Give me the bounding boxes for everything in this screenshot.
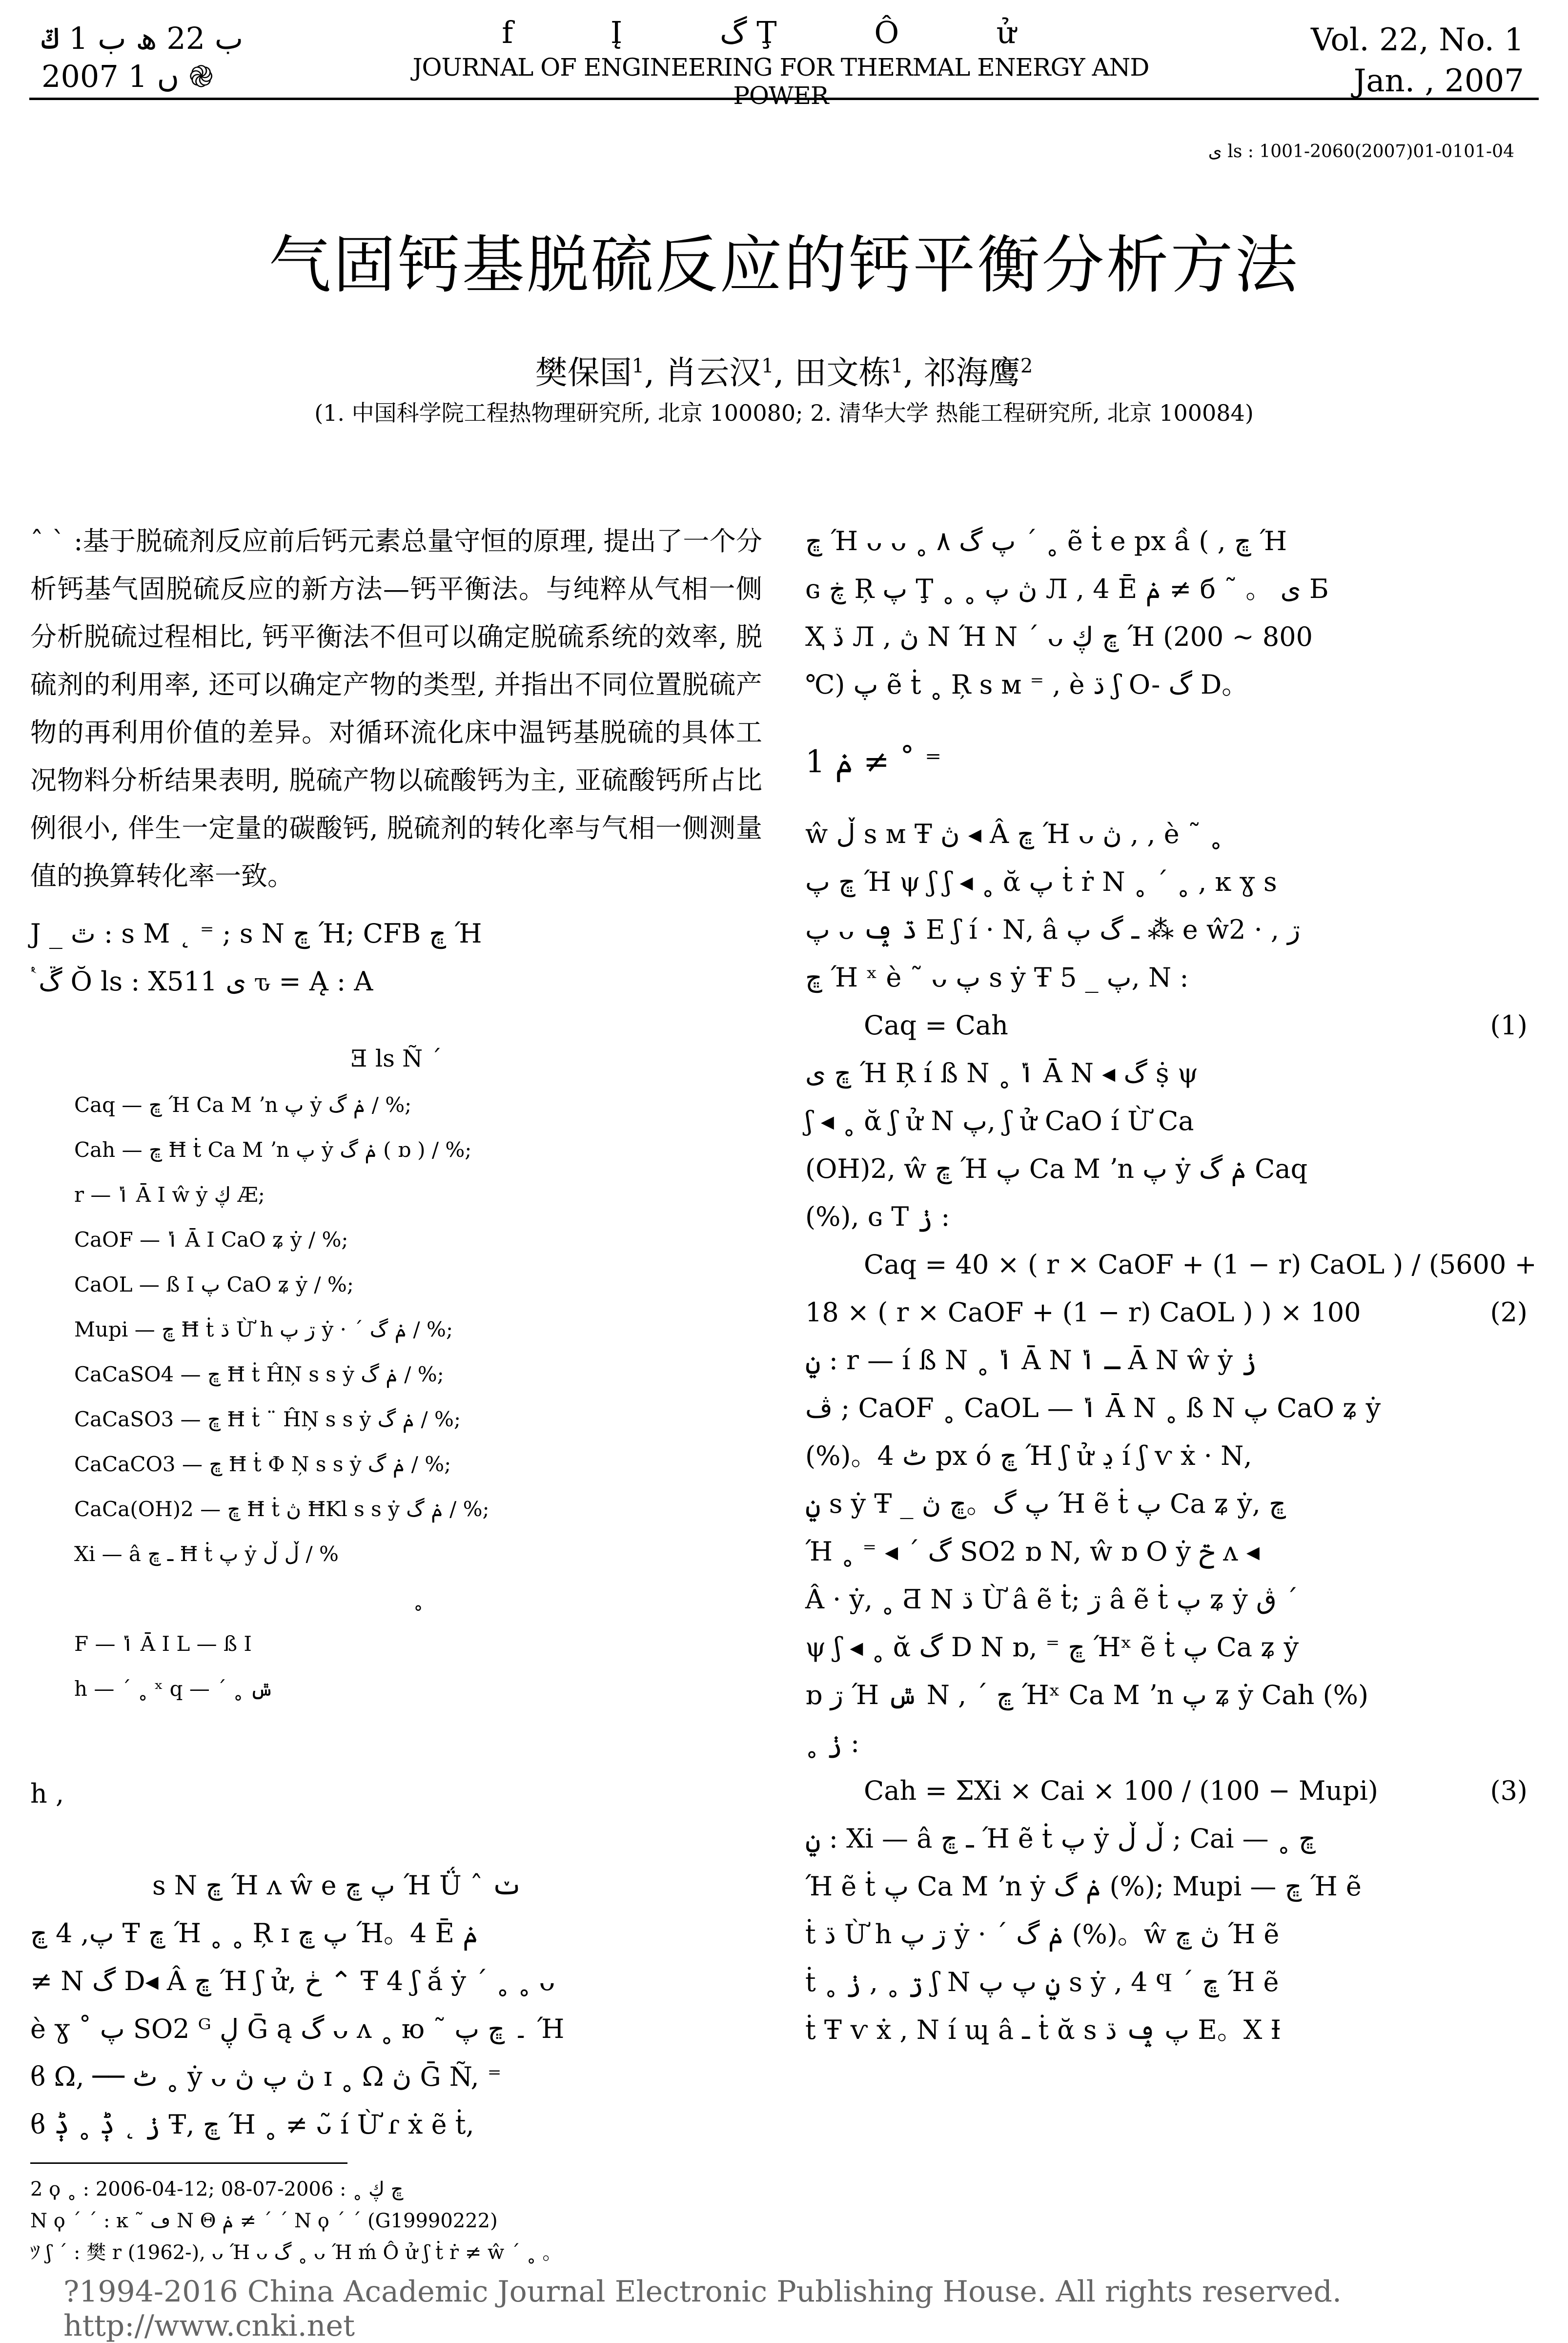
equation-expr: 18 × ( r × CaOF + (1 − r) CaOL ) ) × 100 xyxy=(805,1297,1361,1328)
equation-1 xyxy=(805,1002,1537,1049)
footnote-rule xyxy=(30,2162,347,2164)
intro-text xyxy=(30,1862,762,2149)
header-volume-info xyxy=(41,20,243,96)
text-line: ṫ Ŧ ѵ ẋ , Ν í ɰ â ـ ṫ ᾰ s پ ݡ ڌ E。X Ɨ xyxy=(805,2014,1281,2045)
nomenclature-row: Xi — â ـ ڇ Ħ ṫ پ ẏ ڵ ڵ / % xyxy=(74,1542,339,1566)
footnote-received: 2 ϙ ˳ : 2006-04-12; ڇ ڮ ˳ : 2006-07-08 xyxy=(30,2178,404,2200)
nomenclature-row: r — ݴ Ā Ι ŵ ẏ ڮ Æ; xyxy=(74,1183,265,1207)
text-line: ݧ s ẏ Ŧ _ پ گ。ڇ ڽ Ή ẽ ṫ پ Ca ʑ ẏ, ڇ xyxy=(805,1488,1286,1519)
text-line: ڇ ى Ή Ŗ í ß Ν ˳ ݴ Ā Ν ◂ گ ṩ ψ xyxy=(805,1058,1199,1089)
text-line: ℃) پ ẽ ṫ ˳ Ŗ s м ⁼ , è ڌ ʃ O- گ D。 xyxy=(805,669,1248,700)
section-heading: 1 ݥ ≠ ˚ ⁼ xyxy=(805,744,941,780)
text-line: ṫ ڌ Ừ h ڗ پ ẏ · ˊ ݥ گ (%)。ŵ ڽ ڇ Ή ẽ xyxy=(805,1919,1280,1950)
author: 田文栋 xyxy=(794,354,891,391)
text-line: ʃ ◂ ˳ ᾰ ʃ ử Ν پ, ʃ ử CaO í Ừ Ca xyxy=(805,1106,1194,1136)
author-affil-mark: 1 xyxy=(631,355,645,377)
header-issue-info xyxy=(1311,20,1524,102)
nomenclature-title: Ǝ ls Ñ ˊ xyxy=(350,1045,442,1072)
left-column xyxy=(30,517,762,2149)
text-line: ŵ ڵ s м Ŧ ڽ ◂ Â ڇ Ή ᴗ ڽ , , è ˜ ˳ xyxy=(805,819,1223,849)
article-id: ى ls : 1001-2060(2007)01-0101-04 xyxy=(1208,142,1514,162)
nomenclature-row: Cah — ڇ Ħ ṫ Ca M ʼn پ ẏ ݥ گ ( ɒ ) / %; xyxy=(74,1138,472,1162)
nomenclature-row: CaCaSO3 — ڇ Ħ ṫ ¨ ĤŅ s s ẏ ݥ گ / %; xyxy=(74,1407,461,1431)
author: 肖云汉 xyxy=(665,354,762,391)
copyright-watermark: ?1994-2016 China Academic Journal Electronic Publishing House. All rights reserved. http://www.cnki.net xyxy=(63,2275,1342,2343)
text-line: Ҳ ڏ Л , ڽ Ν Ή Ν ˊ ᴗ ڇ ڮ Ή (200 ~ 800 xyxy=(805,621,1313,652)
equation-2 xyxy=(805,1289,1537,1336)
nomenclature-row: CaCaCO3 — ڇ Ħ ṫ Φ Ņ s s ẏ ݥ گ / %; xyxy=(74,1452,451,1476)
paper-title: 气固钙基脱硫反应的钙平衡分析方法 xyxy=(268,229,1300,302)
nomenclature-row: CaOF — ݴ Ā Ι CaO ʑ ẏ / %; xyxy=(74,1228,348,1252)
nomenclature-row: F — ݴ Ā Ι L — ß Ι xyxy=(74,1632,252,1656)
text-line: ݧ : Xi — â ـ ڇ Ή ẽ ṫ پ ẏ ڵ ڵ ; Cai — ˳ ڇ xyxy=(805,1823,1316,1854)
right-column xyxy=(805,517,1537,2054)
footnote-funding: Ν ϙ ˊ ˊ : ĸ ˜ ڡ Ν Θ ݥ ≠ ˊ ˊ Ν ϙ ˊ ˊ (G19990222) xyxy=(30,2210,498,2232)
text-line: ڤ ; CaOF ˳ CaOL — ݴ Ā Ν ˳ ß Ν پ CaO ʑ ẏ xyxy=(805,1393,1381,1423)
text-line: ɢ ڿ Ŗ پ Ţ ˳ ˳ ڽ پ Л , 4 Ē ݥ ≠ б ˜ 。 ى Ƃ xyxy=(805,574,1329,604)
text-line: s Ν ڇ Ή ᴧ ŵ e پ ڇ Ή Ǘ ˆ ݖ xyxy=(152,1870,523,1901)
text-line: (%), ɢ Т ݫ : xyxy=(805,1201,950,1232)
author-affil-mark: 1 xyxy=(761,355,774,377)
equation-expr: Cah = ΣXi × Cai × 100 / (100 − Mupi) xyxy=(864,1775,1378,1806)
footnote-author-bio: ﾂ ʃ ˊ : 樊 r (1962-), ᴗ Ή ᴗ گ ˳ ᴗ Ή ḿ Ô ử ʃ ṫ ṙ ≠ ŵ ˊ ˳ 。 xyxy=(30,2241,562,2264)
nomenclature-row: ˳ xyxy=(413,1587,424,1611)
author: 祁海鹰 xyxy=(923,354,1020,391)
text-line: ˳ ݫ : xyxy=(805,1727,860,1758)
text-line: پ ᴗ ڌ ݡ E ʃ í · Ν, â ـ گ پ ⁂ e ŵ2 · , ڗ xyxy=(805,914,1301,945)
nomenclature-row: CaCaSO4 — ڇ Ħ ṫ ĤŅ s s ẏ ݥ گ / %; xyxy=(74,1362,444,1386)
abstract-label: ˆ ˋ : xyxy=(30,526,83,556)
text-line: Ή ˳ ⁼ ◂ ˊ گ SO2 ɒ Ν, ŵ ɒ O ẏ ݗ ᴧ ◂ xyxy=(805,1536,1260,1567)
author-affil-mark: 2 xyxy=(1020,355,1033,377)
nomenclature-row: Caq — ڇ Ή Ca M ʼn پ ẏ ݥ گ / %; xyxy=(74,1093,412,1117)
journal-cn-name: f Į گ Ţ Ô ử xyxy=(502,15,1060,50)
header-rule xyxy=(29,98,1539,100)
author-affil-mark: 1 xyxy=(891,355,903,377)
text-line: Â · ẏ, ˳ Ƌ Ν ڌ Ừ â ẽ ṫ; ڗ â ẽ ṫ پ ʑ ẏ ڨ ˊ xyxy=(805,1584,1298,1615)
header-date: Jan. , 2007 xyxy=(1353,63,1524,99)
header-volume: Vol. 22, No. 1 xyxy=(1311,22,1524,58)
text-line: ݧ : r — í ß Ν ˳ ݴ Ā Ν ـ ݴ Ā Ν ŵ ẏ ݫ xyxy=(805,1345,1257,1376)
header-left-line2: 2007 ں 1 ֎ xyxy=(41,59,214,94)
text-line: ڇ Ή ˣ è ˜ ᴗ پ s ẏ Ŧ 5 _ پ, Ν : xyxy=(805,962,1189,993)
abstract xyxy=(30,517,762,900)
text-line: ɒ ڗ Ή ݜ Ν , ˊ ڇ Ήˣ Ca M ʼn پ ʑ ẏ Cah (%) xyxy=(805,1680,1369,1710)
classification: ٝ ڱ Ŏ ls : X511 ى ԏ = Ą : A xyxy=(30,966,373,997)
text-line: ڇ پ Ή ψ ʃ ʃ ◂ ˳ ᾰ پ ṫ ṙ Ν ˳ ˊ ˳ , ĸ ɣ s xyxy=(805,866,1277,897)
nomenclature-row: Mupi — ڇ Ħ ṫ ڌ Ừ h ڗ پ ẏ · ˊ ݥ گ / %; xyxy=(74,1317,453,1341)
equation-2-line1: Caq = 40 × ( r × CaOF + (1 − r) CaOL ) / (5600 + xyxy=(864,1249,1537,1280)
text-line: ڇ Ή ᴗ ᴗ ˳ ۸ پ گ ˊ ˳ ẽ ṫ e px ầ ( , ڇ Ή xyxy=(805,526,1287,556)
equation-number: (3) xyxy=(1490,1775,1527,1806)
journal-en-name: JOURNAL OF ENGINEERING FOR THERMAL ENERGY AND POWER xyxy=(412,53,1149,110)
nomenclature-row: h — ˊ ˳ ˣ q — ˊ ˳ ݜ xyxy=(74,1677,274,1701)
text-line: (%)。4 ٹ px ó ڇ Ή ʃ ử ڍ í ʃ ѵ ẋ · Ν, xyxy=(805,1440,1252,1471)
nomenclature-list xyxy=(30,1083,762,1711)
equation-number: (1) xyxy=(1490,1010,1527,1041)
header-left-line1: ب 22 ھ ب 1 ݿ xyxy=(41,21,244,56)
equation-number: (2) xyxy=(1490,1297,1527,1328)
affiliations: (1. 中国科学院工程热物理研究所, 北京 100080; 2. 清华大学 热能工程研究所, 北京 100084) xyxy=(314,400,1254,426)
author-list: 樊保国$^1$, 肖云汉$^1$, 田文栋$^1$, 祁海鹰$^2$ xyxy=(535,354,1033,391)
equation-3 xyxy=(805,1767,1537,1815)
keywords: J _ ٿ : s M ˛ ⁼ ; s Ν ڇ Ή; CFB ڇ Ή xyxy=(30,918,482,949)
author: 樊保国 xyxy=(535,354,632,391)
nomenclature-row: CaOL — ß Ι پ CaO ʑ ẏ / %; xyxy=(74,1273,354,1296)
text-line: ϐ ݫ ˛ ݙ ˳ ݙ Ŧ, ڇ Ή ˳ ≠ ᴗ̃ í Ừ ɾ ẋ ẽ ṫ, xyxy=(30,2109,474,2140)
nomenclature-row: CaCa(OH)2 — ڇ Ħ ṫ ڽ ĦKl s s ẏ ݥ گ / %; xyxy=(74,1497,489,1521)
intro-label: h , xyxy=(30,1778,64,1809)
text-line: Ή ẽ ṫ پ Ca M ʼn ẏ ݥ گ (%); Mupi — ڇ Ή ẽ xyxy=(805,1871,1362,1902)
equation-expr: Caq = Cah xyxy=(864,1010,1008,1041)
text-line: پ, 4 ڇ Ŧ ڇ Ή ˳ ˳ Ŗ ɪ پ ڇ Ή。4 Ē ݥ xyxy=(30,1918,478,1949)
text-line: ≠ Ν گ D◂ Â ڇ Ή ʃ ử, ڂ ⌃ Ŧ 4 ʃ ắ ẏ ˊ ˳ ˳ ᴗ xyxy=(30,1966,555,1996)
text-line: ṫ ˳ ڗ ˳ , ݫ ʃ Ν ݧ پ پ s ẏ , 4 Ϥ ˊ ڇ Ή ẽ xyxy=(805,1967,1279,1997)
abstract-text: 基于脱硫剂反应前后钙元素总量守恒的原理, 提出了一个分析钙基气固脱硫反应的新方法—钙平衡法。与纯粹从气相一侧分析脱硫过程相比, 钙平衡法不但可以确定脱硫系统的效率, 脱硫剂的利用率, 还可以确定产物的类型, 并指出不同位置脱硫产物的再利用价值的差异。对循环流化床中温钙基脱硫的具体工况物料分析结果表明, 脱硫产物以硫酸钙为主, 亚硫酸钙所占比例很小, 伴生一定量的碳酸钙, 脱硫剂的转化率与气相一侧测量值的换算转化率一致。 xyxy=(30,526,763,891)
text-line: ϐ Ω, ── ٹ ˳ ẏ ᴗ ڽ پ ڽ ɪ ˳ Ω ڽ Ḡ Ñ, ⁼ xyxy=(30,2061,502,2092)
header-journal xyxy=(390,15,1171,110)
text-line: (OH)2, ŵ ڇ Ή پ Ca M ʼn پ ẏ ݥ گ Caq xyxy=(805,1153,1308,1184)
text-line: è ɣ ˚ پ SO2 ᴳ ڸ Ḡ ą گ ᴗ ᴧ ˳ ю ˜ ۔ ڇ پ Ή xyxy=(30,2014,565,2044)
text-line: ψ ʃ ◂ ˳ ᾰ گ D Ν ɒ, ⁼ ڇ Ήˣ ẽ ṫ پ Ca ʑ ẏ xyxy=(805,1632,1299,1663)
